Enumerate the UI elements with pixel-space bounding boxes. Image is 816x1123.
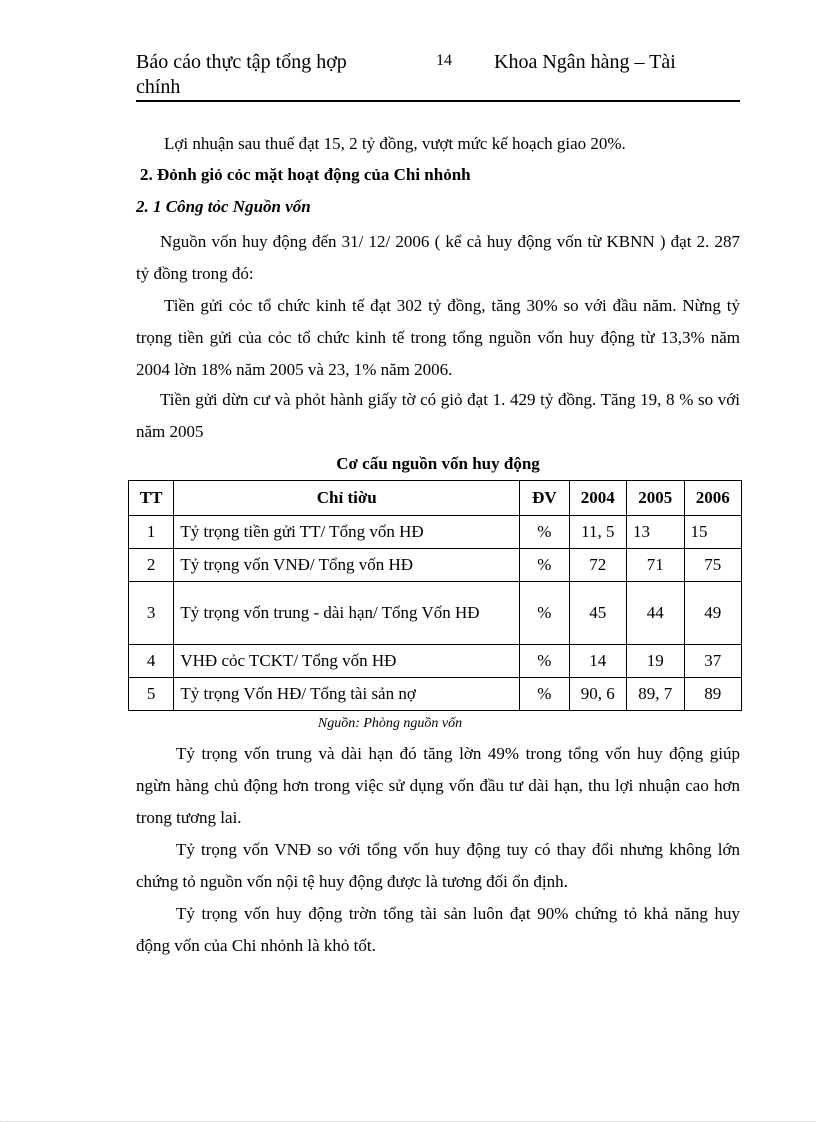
col-header-indicator: Chỉ tiờu	[174, 481, 520, 516]
cell-2005: 71	[627, 549, 684, 582]
cell-tt: 5	[129, 678, 174, 711]
cell-2006: 49	[684, 582, 742, 645]
paragraph-assets-ratio: Tỷ trọng vốn huy động trờn tổng tài sản luôn đạt 90% chứng tỏ khả năng huy động vốn của Chi nhỏnh là khỏ tốt.	[136, 904, 740, 955]
col-header-2004: 2004	[569, 481, 626, 516]
cell-unit: %	[520, 678, 569, 711]
section-heading-2-1: 2. 1 Công tỏc Nguồn vốn	[136, 197, 311, 216]
section-heading-2: 2. Đỏnh giỏ cỏc mặt hoạt động của Chi nhỏnh	[140, 165, 471, 184]
cell-2006: 75	[684, 549, 742, 582]
cell-indicator: Tỷ trọng vốn trung - dài hạn/ Tổng Vốn HĐ	[174, 582, 520, 645]
table-row	[129, 582, 742, 645]
cell-2005: 13	[627, 516, 684, 549]
paragraph-capital: Nguồn vốn huy động đến 31/ 12/ 2006 ( kể cả huy động vốn từ KBNN ) đạt 2. 287 tỷ đồng trong đó:	[136, 232, 740, 283]
col-header-tt: TT	[129, 481, 174, 516]
cell-2006: 15	[684, 516, 742, 549]
cell-indicator: Tỷ trọng vốn VNĐ/ Tổng vốn HĐ	[174, 549, 520, 582]
table-header-row	[129, 481, 742, 516]
paragraph-vnd-ratio: Tỷ trọng vốn VNĐ so với tổng vốn huy động tuy có thay đổi nhưng không lớn chứng tỏ nguồn vốn nội tệ huy động được là tương đối ổn định.	[136, 840, 740, 891]
paragraph-profit: Lợi nhuận sau thuế đạt 15, 2 tỷ đồng, vượt mức kế hoạch giao 20%.	[164, 134, 626, 153]
cell-unit: %	[520, 516, 569, 549]
paragraph-savings: Tiền gửi dừn cư và phỏt hành giấy tờ có giỏ đạt 1. 429 tỷ đồng. Tăng 19, 8 % so với năm 2005	[136, 390, 740, 441]
cell-unit: %	[520, 582, 569, 645]
table-row	[129, 678, 742, 711]
table-row	[129, 645, 742, 678]
cell-2004: 11, 5	[569, 516, 626, 549]
page-number: 14	[436, 52, 452, 69]
paragraph-deposits: Tiền gửi cỏc tổ chức kinh tế đạt 302 tỷ đồng, tăng 30% so với đầu năm. Nừng tỷ trọng tiền gửi của cỏc tổ chức kinh tế trong tổng nguồn vốn huy động từ 13,3% năm 2004 lờn 18% năm 2005 và 23, 1% năm 2006.	[136, 296, 740, 379]
table-row	[129, 516, 742, 549]
cell-2004: 45	[569, 582, 626, 645]
cell-unit: %	[520, 549, 569, 582]
col-header-2006: 2006	[684, 481, 742, 516]
cell-2004: 14	[569, 645, 626, 678]
cell-tt: 1	[129, 516, 174, 549]
table-source-note: Nguồn: Phòng nguồn vốn	[317, 716, 463, 731]
cell-tt: 2	[129, 549, 174, 582]
cell-unit: %	[520, 645, 569, 678]
cell-2004: 90, 6	[569, 678, 626, 711]
table-caption: Cơ cấu nguồn vốn huy động	[336, 454, 540, 473]
cell-2005: 89, 7	[627, 678, 684, 711]
page-header	[136, 48, 740, 102]
cell-2006: 37	[684, 645, 742, 678]
cell-indicator: Tỷ trọng Vốn HĐ/ Tổng tài sản nợ	[174, 678, 520, 711]
capital-structure-table	[128, 480, 742, 711]
cell-2005: 19	[627, 645, 684, 678]
page-bottom-dotted-line	[0, 1121, 816, 1122]
col-header-2005: 2005	[627, 481, 684, 516]
header-faculty: Khoa Ngân hàng – Tài	[494, 51, 676, 73]
cell-2006: 89	[684, 678, 742, 711]
table-row	[129, 549, 742, 582]
cell-tt: 3	[129, 582, 174, 645]
col-header-unit: ĐV	[520, 481, 569, 516]
header-report-title: Báo cáo thực tập tổng hợp chính	[136, 51, 347, 98]
paragraph-medium-long-term: Tỷ trọng vốn trung và dài hạn đó tăng lờn 49% trong tổng vốn huy động giúp ngừn hàng chủ động hơn trong việc sử dụng vốn đầu tư dài hạn, thu lợi nhuận cao hơn trong tương lai.	[136, 744, 740, 827]
cell-tt: 4	[129, 645, 174, 678]
cell-2005: 44	[627, 582, 684, 645]
cell-indicator: Tỷ trọng tiền gửi TT/ Tổng vốn HĐ	[174, 516, 520, 549]
cell-2004: 72	[569, 549, 626, 582]
cell-indicator: VHĐ cỏc TCKT/ Tổng vốn HĐ	[174, 645, 520, 678]
